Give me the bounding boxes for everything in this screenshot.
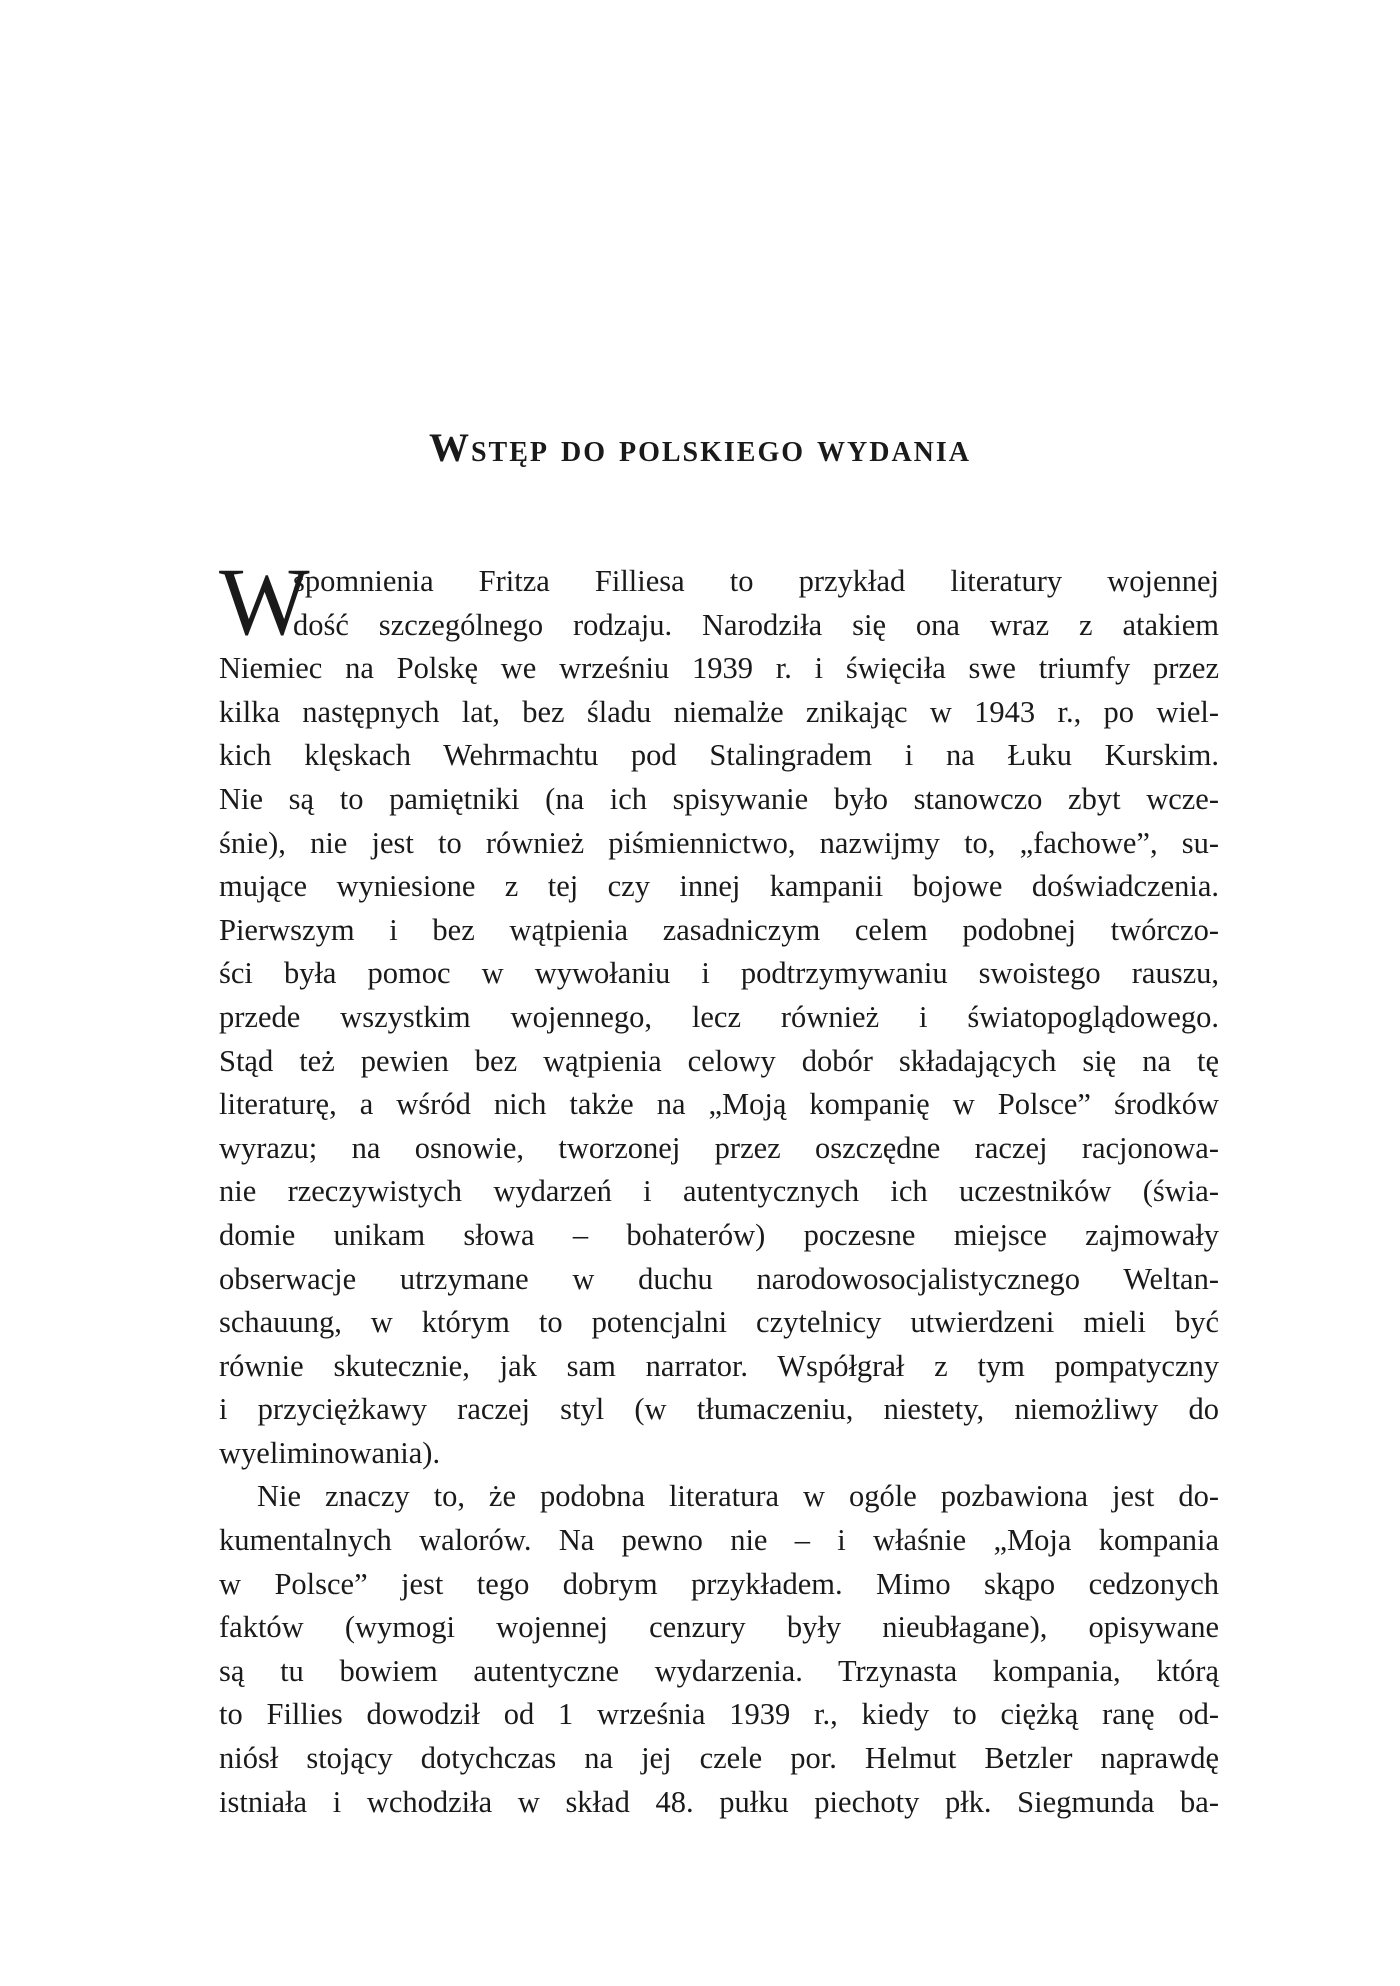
text-line: istniała i wchodziła w skład 48. pułku piechoty płk. Siegmunda ba- [219,1784,1219,1819]
text-line: mujące wyniesione z tej czy innej kampanii bojowe doświadczenia. [219,869,1219,904]
text-line: ści była pomoc w wywołaniu i podtrzymywaniu swoistego rauszu, [219,956,1219,991]
text-line: to Fillies dowodził od 1 września 1939 r., kiedy to ciężką ranę od- [219,1697,1219,1732]
text-line: Nie znaczy to, że podobna literatura w ogóle pozbawiona jest do- [257,1479,1219,1514]
text-line: kumentalnych walorów. Na pewno nie – i właśnie „Moja kompania [219,1523,1219,1558]
chapter-body [219,548,1219,1824]
text-line: śnie), nie jest to również piśmiennictwo, nazwijmy to, „fachowe”, su- [219,825,1219,860]
text-line: niósł stojący dotychczas na jej czele por. Helmut Betzler naprawdę [219,1741,1219,1776]
text-line: Stąd też pewien bez wątpienia celowy dobór składających się na tę [219,1043,1219,1078]
text-line: są tu bowiem autentyczne wydarzenia. Trzynasta kompania, którą [219,1653,1219,1688]
text-line: wyrazu; na osnowie, tworzonej przez oszczędne raczej racjonowa- [219,1130,1219,1165]
chapter-title: Wstęp do polskiego wydania [428,425,972,470]
text-line: przede wszystkim wojennego, lecz również i światopoglądowego. [219,999,1219,1034]
text-line: w Polsce” jest tego dobrym przykładem. Mimo skąpo cedzonych [219,1566,1219,1601]
text-line: kilka następnych lat, bez śladu niemalże znikając w 1943 r., po wiel- [219,694,1219,729]
text-line: Nie są to pamiętniki (na ich spisywanie było stanowczo zbyt wcze- [219,781,1219,816]
text-line: Pierwszym i bez wątpienia zasadniczym celem podobnej twórczo- [219,912,1219,947]
text-line: faktów (wymogi wojennej cenzury były nieubłagane), opisywane [219,1610,1219,1645]
text-line: literaturę, a wśród nich także na „Moją kompanię w Polsce” środków [219,1087,1219,1122]
text-line: spomnienia Fritza Filliesa to przykład literatury wojennej [293,564,1219,598]
text-line: Niemiec na Polskę we wrześniu 1939 r. i święciła swe triumfy przez [219,651,1219,686]
text-line: i przyciężkawy raczej styl (w tłumaczeniu, niestety, niemożliwy do [219,1392,1219,1427]
text-line: obserwacje utrzymane w duchu narodowosocjalistycznego Weltan- [219,1261,1219,1296]
drop-cap: W [219,548,310,655]
text-line: nie rzeczywistych wydarzeń i autentycznych ich uczestników (świa- [219,1174,1219,1209]
text-line: kich klęskach Wehrmachtu pod Stalingradem i na Łuku Kurskim. [219,738,1219,773]
text-line: dość szczególnego rodzaju. Narodziła się ona wraz z atakiem [293,607,1219,642]
text-line: schauung, w którym to potencjalni czytelnicy utwierdzeni mieli być [219,1305,1219,1340]
text-line: wyeliminowania). [219,1435,441,1470]
text-line: domie unikam słowa – bohaterów) poczesne miejsce zajmowały [219,1217,1219,1252]
text-line: równie skutecznie, jak sam narrator. Współgrał z tym pompatyczny [219,1348,1219,1383]
